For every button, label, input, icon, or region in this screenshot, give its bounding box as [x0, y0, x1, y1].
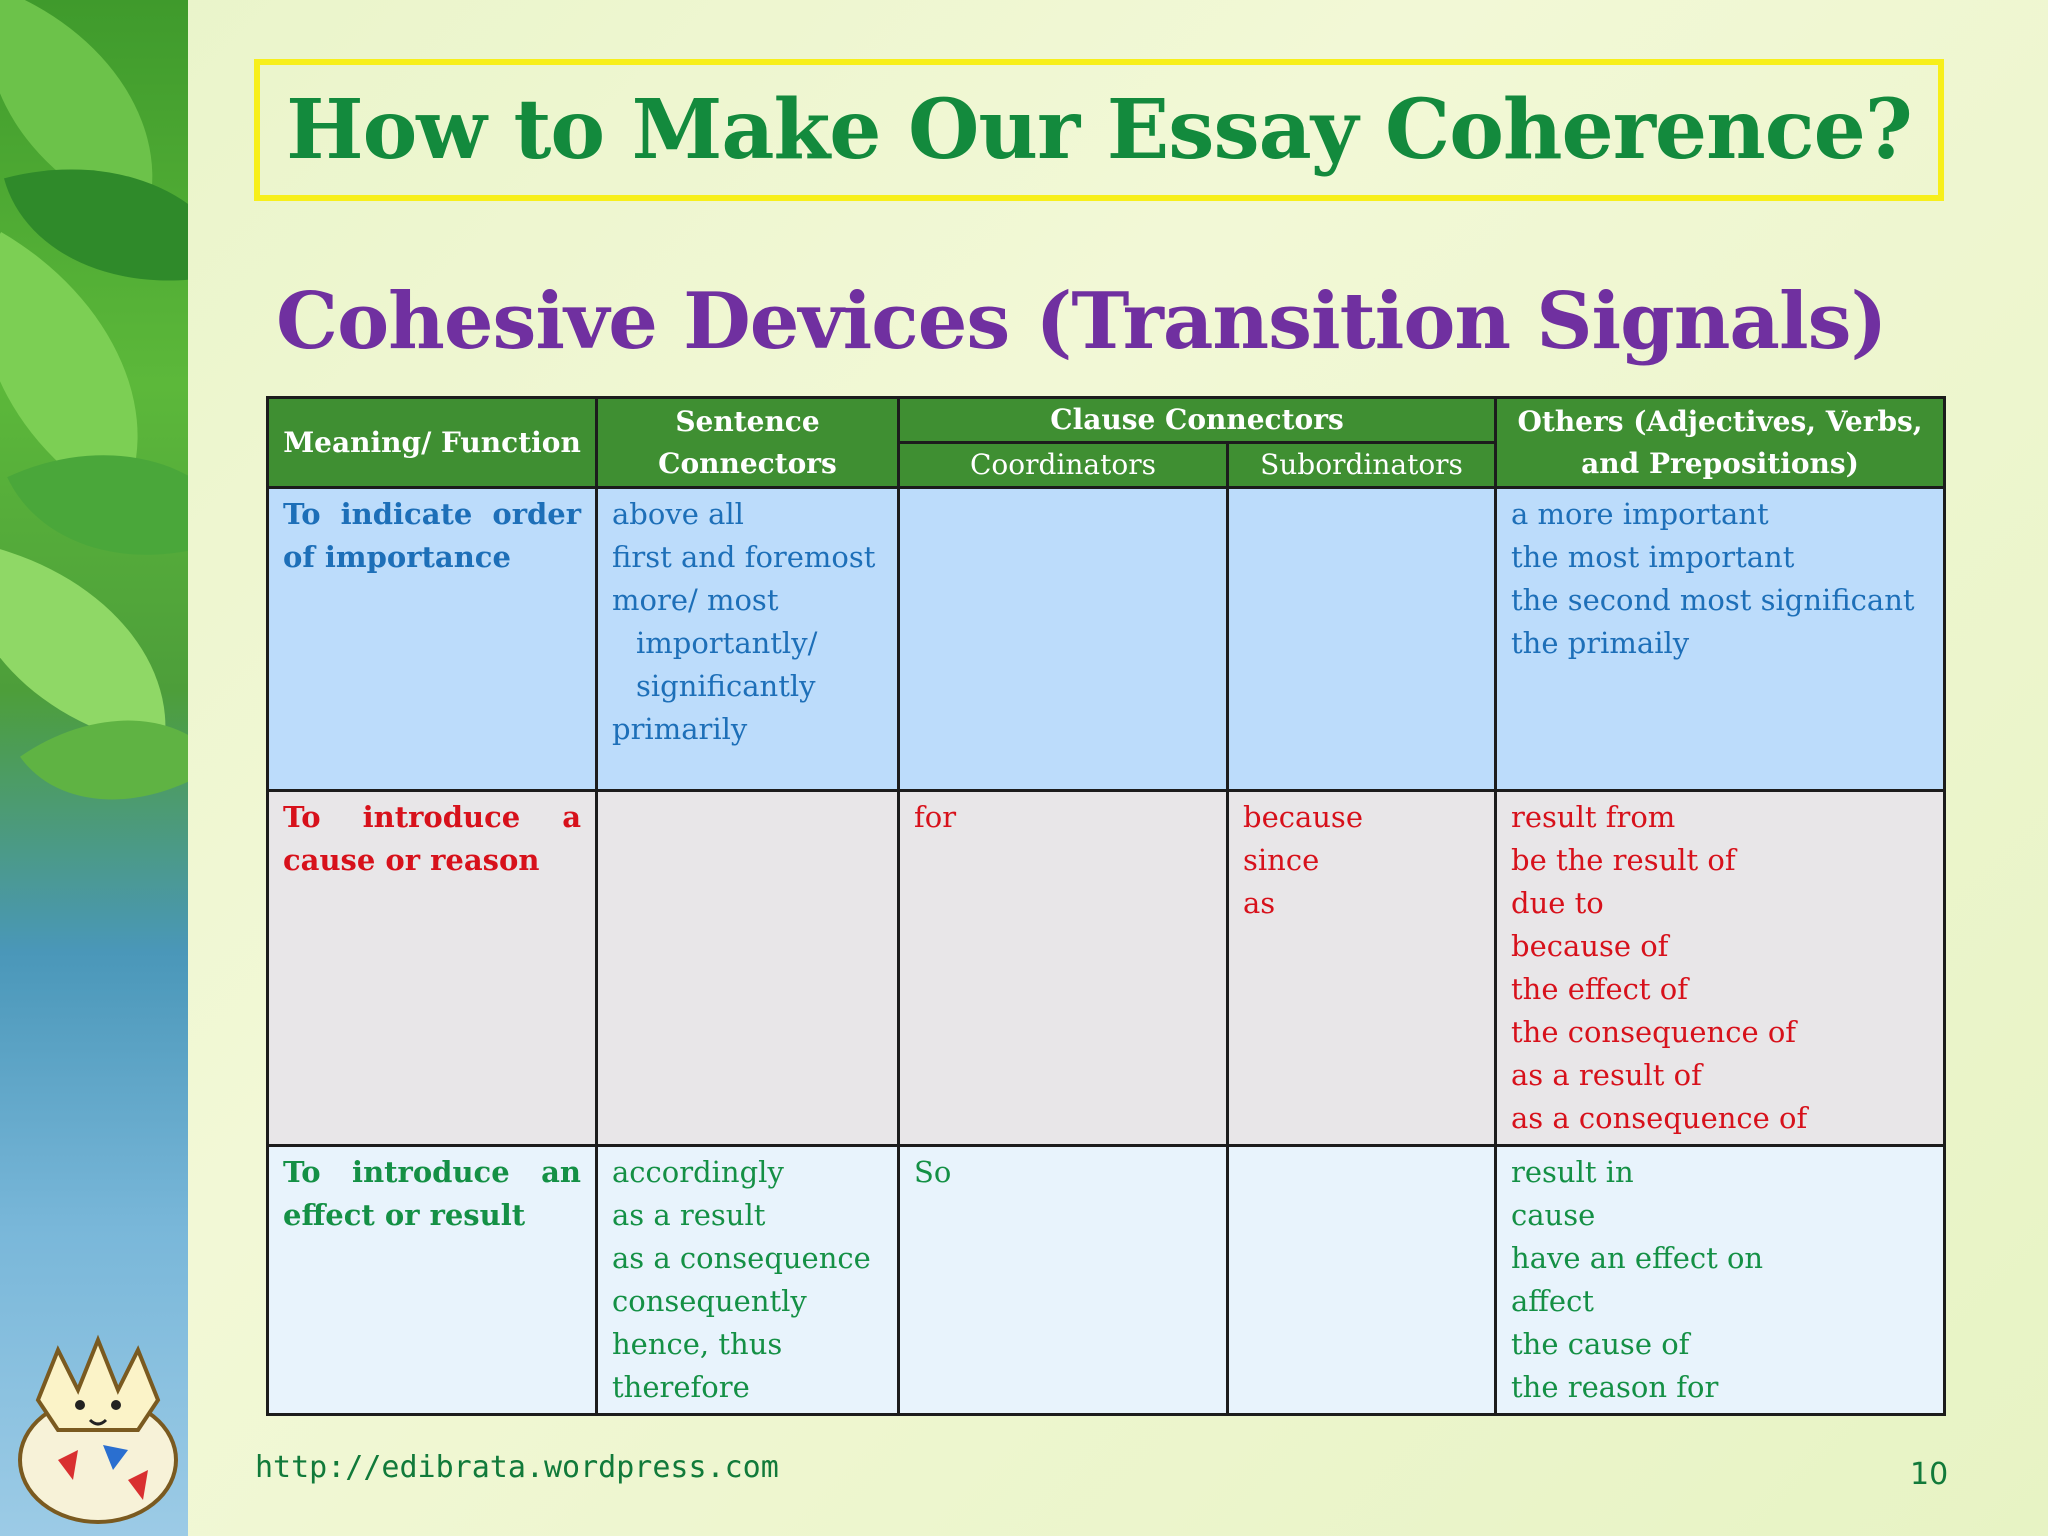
subordinators-cell	[1228, 1146, 1496, 1415]
sentence-connectors-cell	[597, 1146, 899, 1415]
header-text-line: Others (Adjectives, Verbs,	[1517, 404, 1923, 438]
coordinators-cell	[899, 791, 1228, 1146]
list-item: for	[914, 800, 957, 834]
list-item: the consequence of	[1511, 1015, 1797, 1049]
sentence-connectors-cell	[597, 791, 899, 1146]
transition-signals-table	[266, 396, 1946, 1416]
header-subordinators: Subordinators	[1228, 443, 1496, 488]
list-item: hence, thus	[612, 1327, 783, 1361]
subordinators-cell	[1228, 791, 1496, 1146]
list-item: because	[1243, 800, 1363, 834]
list-item: consequently	[612, 1284, 807, 1318]
list-item: the effect of	[1511, 972, 1688, 1006]
list-item: because of	[1511, 929, 1669, 963]
list-item: as a consequence of	[1511, 1101, 1808, 1135]
list-item: accordingly	[612, 1155, 784, 1189]
decorative-side-panel	[0, 0, 188, 1536]
list-item: as a consequence	[612, 1241, 871, 1275]
list-item: result in	[1511, 1155, 1634, 1189]
header-clause-connectors: Clause Connectors	[899, 398, 1496, 443]
list-item: So	[914, 1155, 952, 1189]
header-coordinators: Coordinators	[899, 443, 1228, 488]
list-item: cause	[1511, 1198, 1596, 1232]
list-item: primarily	[612, 712, 748, 746]
list-item: more/ most	[612, 583, 779, 617]
list-item: as	[1243, 886, 1276, 920]
coordinators-cell	[899, 1146, 1228, 1415]
list-item: the reason for	[1511, 1370, 1719, 1404]
list-item: above all	[612, 497, 744, 531]
list-item: affect	[1511, 1284, 1594, 1318]
meaning-cell: To introduce an effect or result	[268, 1146, 597, 1415]
table-row	[268, 791, 1945, 1146]
subordinators-cell	[1228, 488, 1496, 791]
list-item: significantly	[636, 669, 816, 703]
header-sentence-connectors	[597, 398, 899, 488]
list-item: be the result of	[1511, 843, 1736, 877]
list-item: the primaily	[1511, 626, 1690, 660]
list-item: importantly/	[636, 626, 818, 660]
header-text-line: Connectors	[658, 446, 837, 480]
meaning-cell: To indicate order of importance	[268, 488, 597, 791]
list-item: the second most significant	[1511, 583, 1915, 617]
list-item: the most important	[1511, 540, 1795, 574]
header-text-line: and Prepositions)	[1581, 446, 1859, 480]
list-item: due to	[1511, 886, 1604, 920]
list-item: as a result of	[1511, 1058, 1702, 1092]
title-box	[254, 59, 1944, 201]
others-cell	[1496, 791, 1945, 1146]
slide-title: How to Make Our Essay Coherence?	[286, 82, 1912, 178]
page-number: 10	[1910, 1457, 1949, 1492]
header-others	[1496, 398, 1945, 488]
others-cell	[1496, 488, 1945, 791]
header-meaning-function: Meaning/ Function	[268, 398, 597, 488]
list-item: have an effect on	[1511, 1241, 1764, 1275]
sentence-connectors-cell	[597, 488, 899, 791]
list-item: since	[1243, 843, 1320, 877]
list-item: first and foremost	[612, 540, 876, 574]
list-item: result from	[1511, 800, 1676, 834]
others-cell	[1496, 1146, 1945, 1415]
table-row	[268, 488, 1945, 791]
list-item: therefore	[612, 1370, 750, 1404]
footer-url[interactable]: http://edibrata.wordpress.com	[255, 1450, 779, 1485]
leaf-decoration	[0, 541, 188, 748]
header-text-line: Sentence	[675, 404, 820, 438]
meaning-cell: To introduce a cause or reason	[268, 791, 597, 1146]
list-item: as a result	[612, 1198, 766, 1232]
coordinators-cell	[899, 488, 1228, 791]
slide-subtitle: Cohesive Devices (Transition Signals)	[276, 276, 1887, 367]
list-item: the cause of	[1511, 1327, 1690, 1361]
table-row	[268, 1146, 1945, 1415]
mascot-illustration	[8, 1320, 188, 1530]
list-item: a more important	[1511, 497, 1769, 531]
